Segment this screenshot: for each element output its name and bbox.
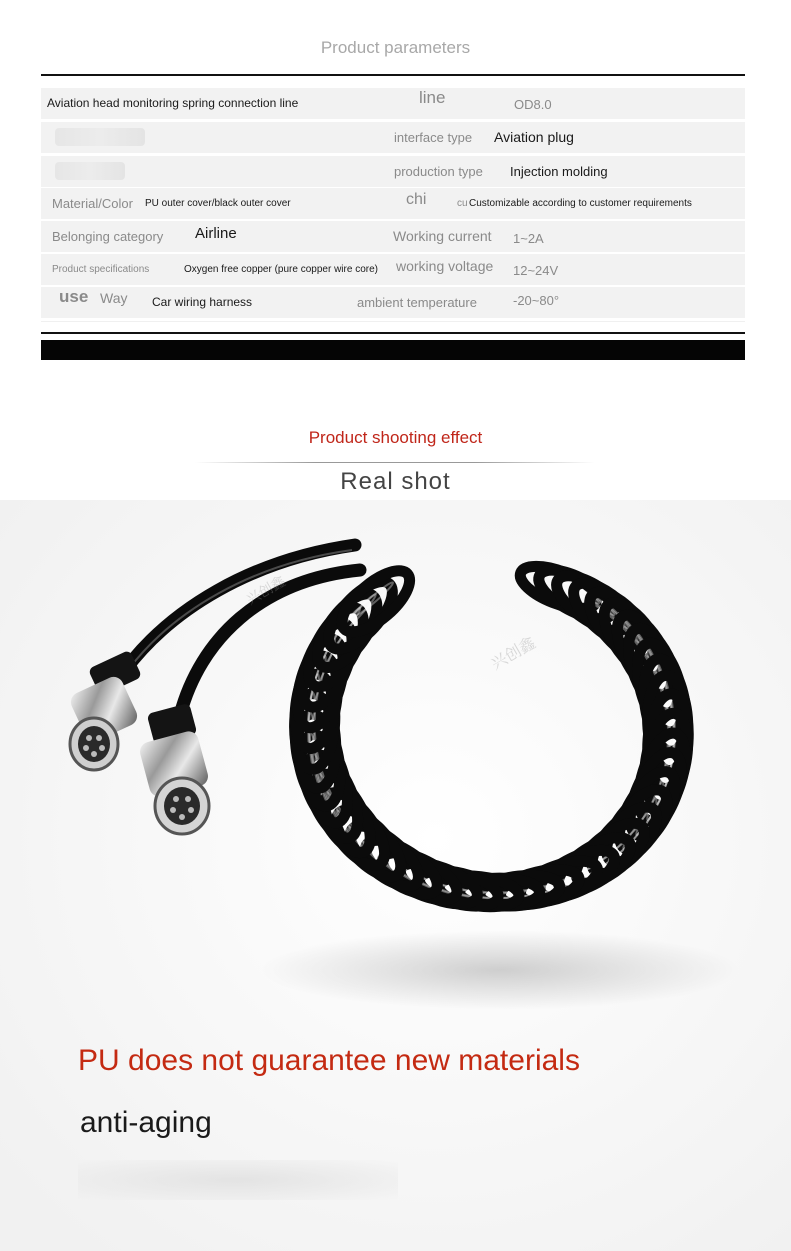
top-divider bbox=[41, 74, 745, 76]
param-label-temperature: ambient temperature bbox=[357, 295, 477, 310]
param-value-od: OD8.0 bbox=[514, 97, 552, 112]
param-label-category: Belonging category bbox=[52, 229, 164, 244]
param-value-material: PU outer cover/black outer cover bbox=[145, 198, 291, 209]
param-label-cu: cu bbox=[457, 198, 468, 209]
blurred-cell bbox=[55, 128, 145, 146]
table-row bbox=[41, 287, 745, 321]
parameters-table bbox=[41, 88, 745, 322]
param-label-line: line bbox=[419, 88, 446, 107]
param-label-chi: chi bbox=[406, 191, 427, 208]
table-row bbox=[41, 188, 745, 222]
table-row bbox=[41, 88, 745, 122]
table-row bbox=[41, 122, 745, 156]
bottom-divider bbox=[41, 332, 745, 334]
watermark-2: 兴创鑫 bbox=[488, 634, 539, 674]
param-label-way: Way bbox=[100, 290, 128, 306]
title-divider bbox=[195, 462, 595, 463]
param-label-voltage: working voltage bbox=[396, 258, 494, 274]
param-value-customizable: Customizable according to customer requirements bbox=[469, 198, 692, 209]
param-value-production: Injection molding bbox=[510, 164, 608, 179]
param-label-use: use bbox=[59, 287, 89, 306]
headline-materials: PU does not guarantee new materials bbox=[78, 1044, 580, 1077]
param-label-production: production type bbox=[394, 164, 483, 179]
section-title-parameters: Product parameters bbox=[320, 38, 471, 57]
section-title-shooting-effect: Product shooting effect bbox=[308, 428, 483, 447]
param-value-voltage: 12~24V bbox=[513, 263, 559, 278]
param-value-temperature: -20~80° bbox=[513, 293, 560, 308]
param-value-interface: Aviation plug bbox=[494, 129, 574, 145]
section-subtitle-real-shot: Real shot bbox=[340, 468, 451, 495]
param-value-current: 1~2A bbox=[513, 231, 544, 246]
blurred-text-strip bbox=[78, 1160, 398, 1200]
param-value-specifications: Oxygen free copper (pure copper wire core) bbox=[184, 264, 378, 275]
param-label-current: Working current bbox=[393, 228, 492, 244]
blurred-cell bbox=[55, 162, 125, 180]
param-value-category: Airline bbox=[195, 225, 237, 242]
param-label-interface: interface type bbox=[394, 130, 473, 145]
param-value-use: Car wiring harness bbox=[152, 295, 253, 309]
table-row bbox=[41, 156, 745, 190]
param-label-specifications: Product specifications bbox=[52, 264, 150, 275]
subline-anti-aging: anti-aging bbox=[80, 1106, 212, 1139]
product-name: Aviation head monitoring spring connection line bbox=[47, 96, 299, 110]
table-row bbox=[41, 221, 745, 255]
black-banner bbox=[41, 340, 745, 360]
param-label-material: Material/Color bbox=[52, 196, 133, 211]
watermark-1: 兴创鑫 bbox=[243, 572, 288, 608]
table-row bbox=[41, 254, 745, 288]
